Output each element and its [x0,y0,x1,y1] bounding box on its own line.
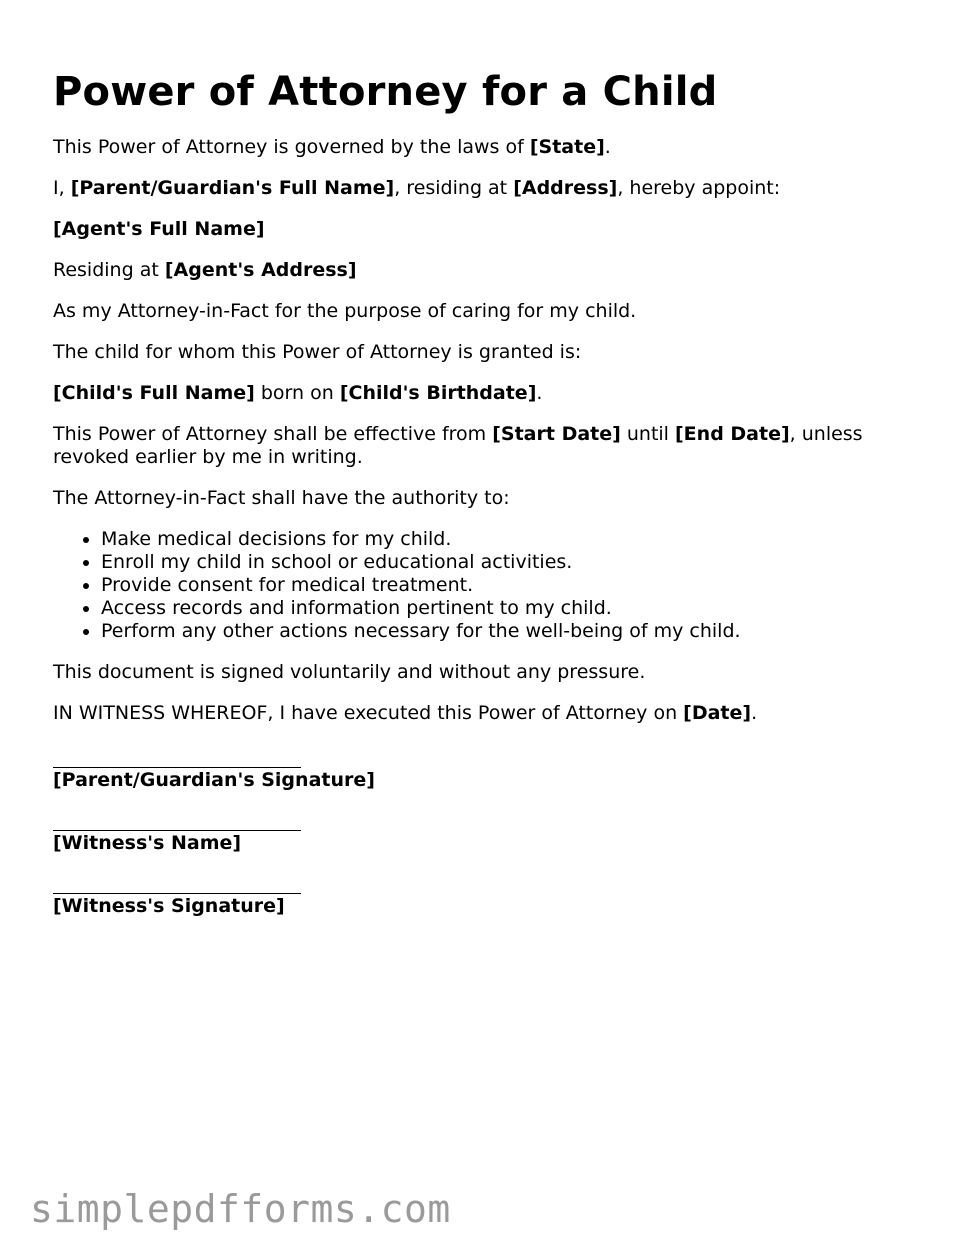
end-date-placeholder: [End Date] [675,423,790,445]
purpose-paragraph: As my Attorney-in-Fact for the purpose of caring for my child. [53,300,637,322]
parent-signature-field[interactable] [53,747,913,792]
witness-whereof-text: IN WITNESS WHEREOF, I have executed this Power of Attorney on [53,702,684,724]
witness-signature-label: [Witness's Signature] [53,895,285,917]
address-placeholder: [Address] [513,177,618,199]
signature-line[interactable] [53,873,301,894]
signature-block [53,747,913,918]
agent-address-placeholder: [Agent's Address] [164,259,357,281]
agent-name-placeholder: [Agent's Full Name] [53,218,265,240]
list-item: • Access records and information pertinent to my child. [101,597,913,620]
punctuation: . [536,382,543,404]
start-date-placeholder: [Start Date] [492,423,621,445]
document-page [53,66,913,936]
governing-law-text: This Power of Attorney is governed by the laws of [53,136,530,158]
effective-dates-text: until [620,423,675,445]
date-placeholder: [Date] [683,702,752,724]
agent-address-paragraph [53,259,913,282]
signature-line[interactable] [53,810,301,831]
appointment-text: , residing at [394,177,514,199]
signature-line[interactable] [53,747,301,768]
agent-name-paragraph [53,218,913,241]
list-item: • Provide consent for medical treatment. [101,574,913,597]
appointment-paragraph [53,177,913,200]
witness-whereof-paragraph [53,702,913,725]
list-item: • Enroll my child in school or educational activities. [101,551,913,574]
agent-address-text: Residing at [53,259,165,281]
child-name-placeholder: [Child's Full Name] [53,382,255,404]
punctuation: . [751,702,758,724]
authority-intro-paragraph: The Attorney-in-Fact shall have the authority to: [53,487,510,509]
child-birthdate-placeholder: [Child's Birthdate] [339,382,537,404]
authority-list [53,528,913,643]
parent-signature-label: [Parent/Guardian's Signature] [53,769,375,791]
state-placeholder: [State] [529,136,605,158]
appointment-text: I, [53,177,71,199]
punctuation: . [604,136,611,158]
list-item: • Perform any other actions necessary for the well-being of my child. [101,620,913,643]
document-title: Power of Attorney for a Child [53,69,718,115]
effective-dates-text: This Power of Attorney shall be effective from [53,423,493,445]
list-item: • Make medical decisions for my child. [101,528,913,551]
parent-name-placeholder: [Parent/Guardian's Full Name] [70,177,395,199]
appointment-text: , hereby appoint: [617,177,781,199]
governing-law-paragraph [53,136,913,159]
witness-name-label: [Witness's Name] [53,832,242,854]
child-intro-paragraph: The child for whom this Power of Attorney is granted is: [53,341,582,363]
watermark: simplepdfforms.com [30,1187,451,1231]
voluntary-paragraph: This document is signed voluntarily and without any pressure. [53,661,646,683]
effective-dates-paragraph [53,423,913,469]
witness-signature-field[interactable] [53,873,913,918]
child-details-text: born on [254,382,340,404]
child-details-paragraph [53,382,913,405]
effective-dates-text: , unless revoked earlier by me in writing. [53,423,863,468]
witness-name-field[interactable] [53,810,913,855]
